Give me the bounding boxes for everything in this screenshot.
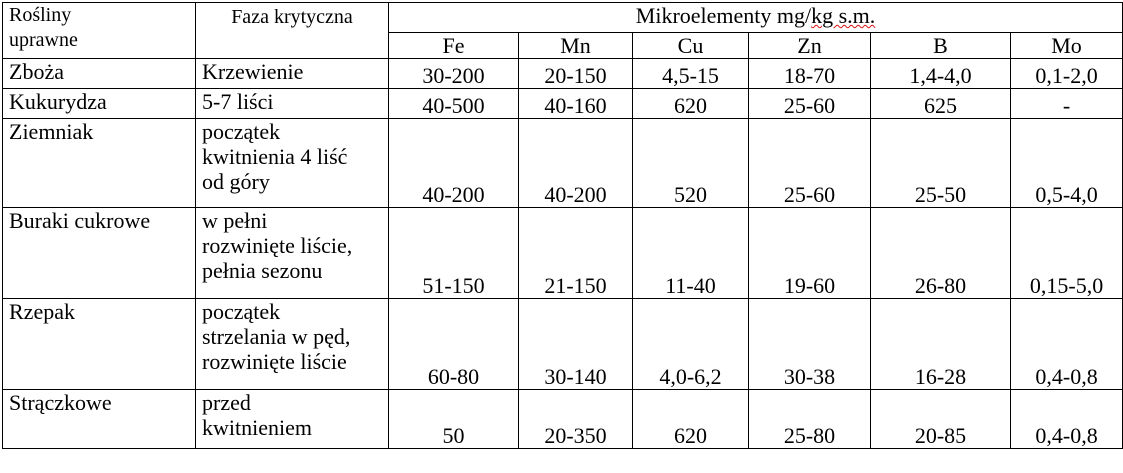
value-cell: 50 [389, 390, 519, 449]
plant-cell: Rzepak [3, 299, 196, 390]
value-cell: 30-200 [389, 59, 519, 89]
value-cell: 25-50 [871, 119, 1011, 208]
header-plant-line-1: Rośliny [9, 4, 72, 26]
value-cell: 51-150 [389, 208, 519, 299]
value-cell: 11-40 [633, 208, 749, 299]
phase-cell: przed kwitnieniem [196, 390, 389, 449]
value-cell: 620 [633, 390, 749, 449]
header-plant [3, 3, 196, 59]
phase-cell: w pełni rozwinięte liście, pełnia sezonu [196, 208, 389, 299]
plant-cell: Ziemniak [3, 119, 196, 208]
value-cell: 40-200 [519, 119, 633, 208]
value-cell: 520 [633, 119, 749, 208]
value-cell: 40-160 [519, 89, 633, 119]
value-cell: 30-140 [519, 299, 633, 390]
header-element: Mo [1011, 33, 1123, 59]
header-plant-line-2: uprawne [9, 29, 78, 51]
value-cell: 20-85 [871, 390, 1011, 449]
plant-cell: Zboża [3, 59, 196, 89]
value-cell: 4,5-15 [633, 59, 749, 89]
value-cell: 19-60 [749, 208, 871, 299]
table-row [3, 59, 1123, 89]
header-element: Fe [389, 33, 519, 59]
value-cell: 625 [871, 89, 1011, 119]
header-element: Mn [519, 33, 633, 59]
value-cell: 1,4-4,0 [871, 59, 1011, 89]
phase-cell: 5-7 liści [196, 89, 389, 119]
table-row [3, 119, 1123, 208]
value-cell: 30-38 [749, 299, 871, 390]
value-cell: 620 [633, 89, 749, 119]
value-cell: 0,4-0,8 [1011, 299, 1123, 390]
value-cell: - [1011, 89, 1123, 119]
microelements-table [2, 2, 1123, 449]
table-row [3, 299, 1123, 390]
value-cell: 60-80 [389, 299, 519, 390]
header-element: Cu [633, 33, 749, 59]
header-microelements [389, 3, 1123, 33]
phase-cell: Krzewienie [196, 59, 389, 89]
header-element: Zn [749, 33, 871, 59]
header-group-unit: kg s.m. [811, 3, 876, 28]
plant-cell: Strączkowe [3, 390, 196, 449]
phase-cell: początek strzelania w pęd, rozwinięte liście [196, 299, 389, 390]
value-cell: 0,5-4,0 [1011, 119, 1123, 208]
value-cell: 25-80 [749, 390, 871, 449]
value-cell: 0,1-2,0 [1011, 59, 1123, 89]
value-cell: 21-150 [519, 208, 633, 299]
value-cell: 20-150 [519, 59, 633, 89]
header-phase: Faza krytyczna [196, 3, 389, 59]
plant-cell: Buraki cukrowe [3, 208, 196, 299]
table-row [3, 208, 1123, 299]
phase-cell: początek kwitnienia 4 liść od góry [196, 119, 389, 208]
value-cell: 25-60 [749, 89, 871, 119]
value-cell: 0,15-5,0 [1011, 208, 1123, 299]
value-cell: 16-28 [871, 299, 1011, 390]
value-cell: 25-60 [749, 119, 871, 208]
header-element: B [871, 33, 1011, 59]
plant-cell: Kukurydza [3, 89, 196, 119]
value-cell: 4,0-6,2 [633, 299, 749, 390]
value-cell: 18-70 [749, 59, 871, 89]
header-group-prefix: Mikroelementy mg/ [635, 3, 812, 28]
value-cell: 26-80 [871, 208, 1011, 299]
table-row [3, 89, 1123, 119]
value-cell: 40-200 [389, 119, 519, 208]
table-row [3, 390, 1123, 449]
value-cell: 20-350 [519, 390, 633, 449]
value-cell: 0,4-0,8 [1011, 390, 1123, 449]
header-row-1 [3, 3, 1123, 33]
value-cell: 40-500 [389, 89, 519, 119]
